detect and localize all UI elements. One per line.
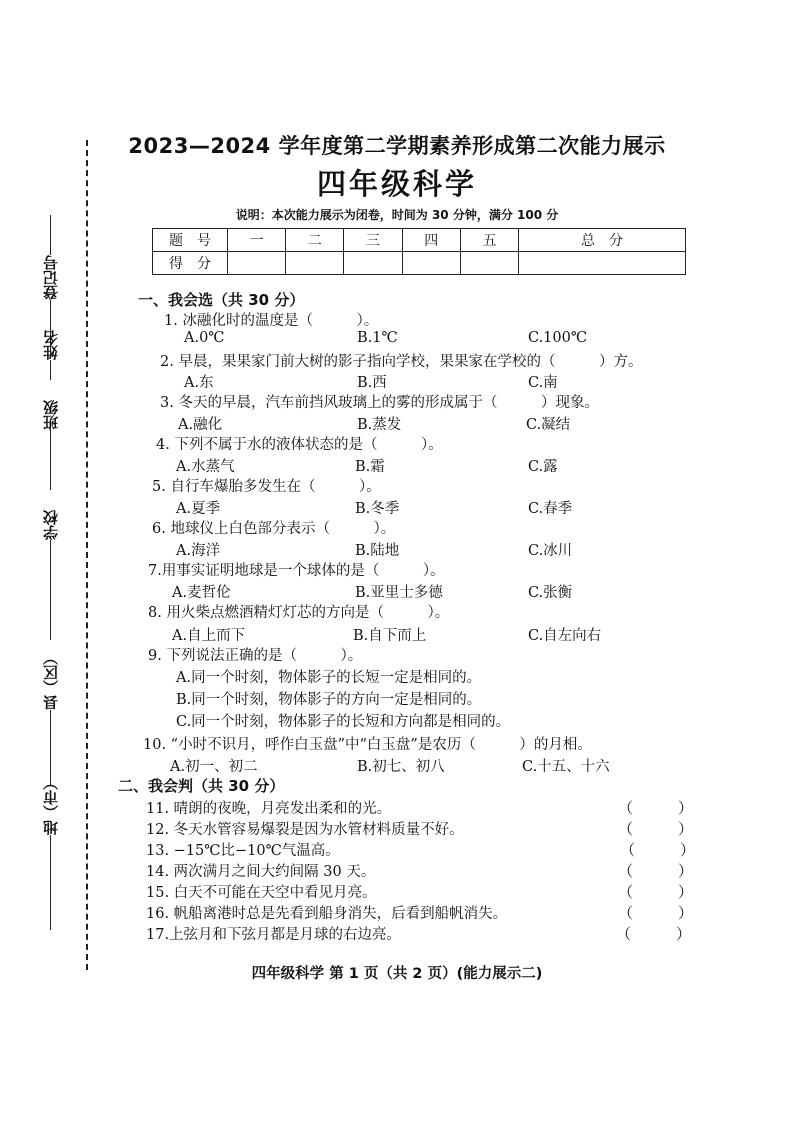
judge-item-11: 11. 晴朗的夜晚，月亮发出柔和的光。 [146,801,392,817]
q7-option-b: B.亚里士多德 [355,585,443,601]
q2-option-a: A.东 [184,375,214,391]
q2-option-b: B.西 [357,375,387,391]
margin-class-label: 班级 [40,400,61,490]
judge-item-17: 17.上弦月和下弦月都是月球的右边亮。 [146,927,402,943]
answer-paren[interactable]: （ ） [620,841,696,859]
judge-item-16: 16. 帆船离港时总是先看到船身消失，后看到船帆消失。 [146,906,508,922]
question-4: 4. 下列不属于水的液体状态的是（ ）。 [156,437,443,453]
question-6: 6. 地球仪上白色部分表示（ ）。 [152,521,396,537]
q10-option-c: C.十五、十六 [522,759,610,775]
judge-item-12: 12. 冬天水管容易爆裂是因为水管材料质量不好。 [146,822,464,838]
answer-paren[interactable]: （ ） [618,862,694,880]
score-cell[interactable] [344,252,402,275]
score-table-col: 五 [460,229,518,252]
question-10: 10. “小时不识月，呼作白玉盘”中“白玉盘”是农历（ ）的月相。 [143,737,592,753]
question-9: 9. 下列说法正确的是（ ）。 [148,648,363,664]
exam-title: 2023—2024 学年度第二学期素养形成第二次能力展示 [128,134,666,158]
q3-option-c: C.凝结 [526,417,571,433]
judge-item-14: 14. 两次满月之间大约间隔 30 天。 [146,864,376,880]
q7-option-c: C.张衡 [528,585,573,601]
q6-option-c: C.冰川 [528,543,573,559]
margin-city-label: 地（市） [40,775,61,930]
judge-item-13: 13. −15℃比−10℃气温高。 [146,843,340,859]
score-table-col: 二 [286,229,344,252]
q9-option-a: A.同一个时刻，物体影子的长短一定是相同的。 [176,670,482,686]
question-3: 3. 冬天的早晨，汽车前挡风玻璃上的雾的形成属于（ ）现象。 [160,395,599,411]
q10-option-b: B.初七、初八 [357,759,445,775]
q3-option-a: A.融化 [178,417,223,433]
answer-paren[interactable]: （ ） [618,883,694,901]
question-7: 7.用事实证明地球是一个球体的是（ ）。 [148,563,445,579]
margin-county-label: 县（区） [40,650,61,785]
q8-option-b: B.自下而上 [353,628,427,644]
q5-option-b: B.冬季 [355,501,400,517]
score-table-col: 三 [344,229,402,252]
q1-option-b: B.1℃ [357,330,398,346]
q9-option-b: B.同一个时刻，物体影子的方向一定是相同的。 [176,692,482,708]
q4-option-b: B.霜 [355,459,385,475]
score-table-score-row [153,252,686,275]
page-footer: 四年级科学 第 1 页（共 2 页）(能力展示二) [251,966,543,982]
score-table-col: 一 [228,229,286,252]
answer-paren[interactable]: （ ） [618,904,694,922]
score-table-row-label: 得 分 [153,252,228,275]
q8-option-a: A.自上而下 [172,628,246,644]
margin-name-label: 姓名 [40,330,61,380]
question-8: 8. 用火柴点燃酒精灯灯芯的方向是（ ）。 [148,605,450,621]
score-table-header-row [153,229,686,252]
q6-option-a: A.海洋 [176,543,221,559]
q1-option-c: C.100℃ [528,330,588,346]
margin-school-label: 学校 [40,510,61,640]
score-cell[interactable] [228,252,286,275]
q5-option-a: A.夏季 [176,501,221,517]
binding-dashed-line [86,140,88,970]
judge-item-15: 15. 白天不可能在天空中看见月亮。 [146,885,377,901]
q5-option-c: C.春季 [528,501,573,517]
q1-option-a: A.0℃ [184,330,225,346]
q2-option-c: C.南 [528,375,558,391]
section2-heading: 二、我会判（共 30 分） [118,777,285,795]
q8-option-c: C.自左向右 [528,628,602,644]
exam-instructions: 说明：本次能力展示为闭卷，时间为 30 分钟，满分 100 分 [235,208,559,222]
q10-option-a: A.初一、初二 [170,759,258,775]
score-table-col: 四 [402,229,460,252]
q4-option-c: C.露 [528,459,558,475]
q9-option-c: C.同一个时刻，物体影子的长短和方向都是相同的。 [176,714,511,730]
question-5: 5. 自行车爆胎多发生在（ ）。 [152,479,381,495]
score-cell[interactable] [402,252,460,275]
margin-registration-label: 登记号 [40,215,61,355]
score-table [152,228,686,275]
section1-heading: 一、我会选（共 30 分） [138,291,305,309]
question-2: 2. 早晨，果果家门前大树的影子指向学校，果果家在学校的（ ）方。 [160,354,643,370]
question-1: 1. 冰融化时的温度是（ ）。 [164,313,379,329]
answer-paren[interactable]: （ ） [618,820,694,838]
score-table-col: 总 分 [519,229,686,252]
score-cell[interactable] [286,252,344,275]
q6-option-b: B.陆地 [355,543,400,559]
answer-paren[interactable]: （ ） [616,925,692,943]
exam-subject: 四年级科学 [316,167,477,201]
score-cell[interactable] [519,252,686,275]
score-table-row-label: 题 号 [153,229,228,252]
q7-option-a: A.麦哲伦 [172,585,231,601]
q3-option-b: B.蒸发 [357,417,402,433]
score-cell[interactable] [460,252,518,275]
answer-paren[interactable]: （ ） [618,799,694,817]
q4-option-a: A.水蒸气 [176,459,235,475]
